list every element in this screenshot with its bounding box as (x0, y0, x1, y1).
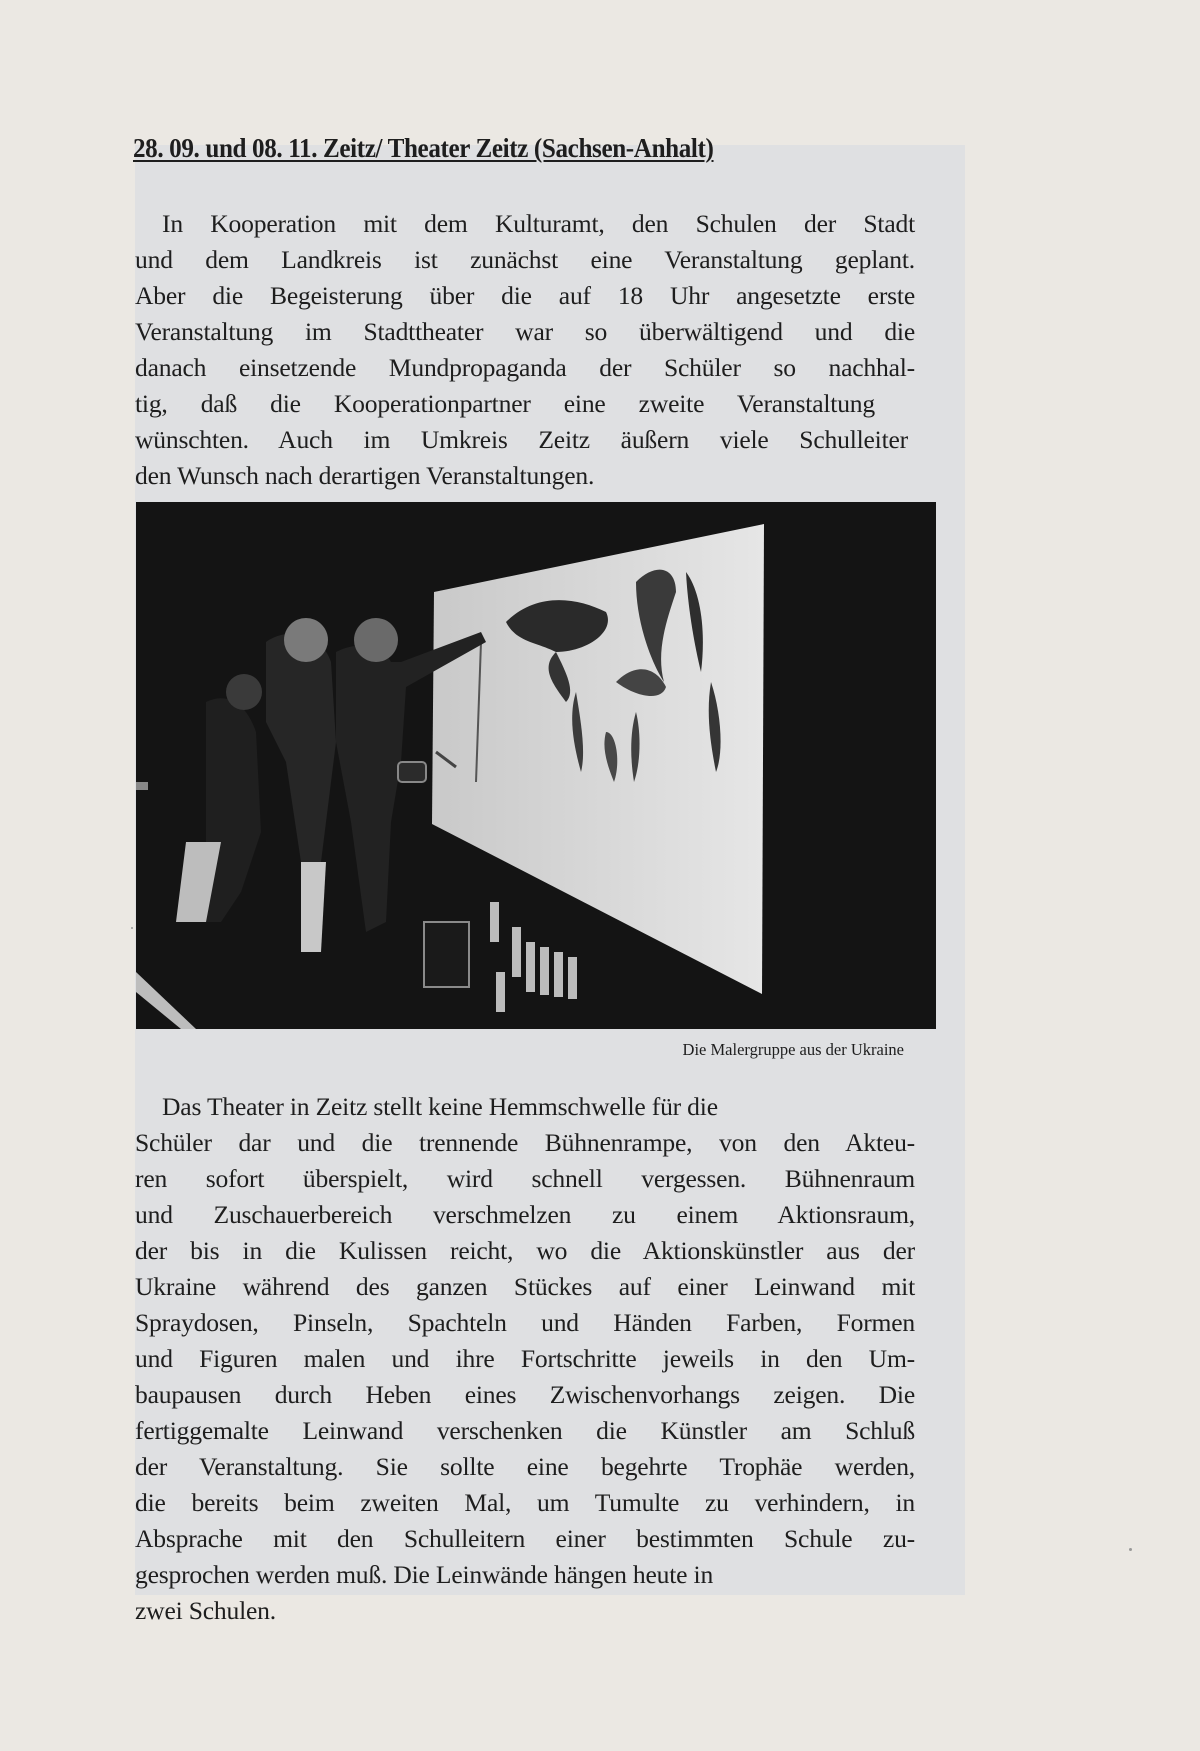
text-line: danach einsetzende Mundpropaganda der Schüler so nachhal- (135, 353, 915, 382)
text-line: Aber die Begeisterung über die auf 18 Uhr angesetzte erste (135, 281, 915, 310)
text-line: wünschten. Auch im Umkreis Zeitz äußern viele Schulleiter (135, 425, 908, 454)
text-line: gesprochen werden muß. Die Leinwände hängen heute in (135, 1560, 714, 1589)
text-line: der bis in die Kulissen reicht, wo die Aktionskünstler aus der (135, 1236, 915, 1265)
scan-speck (131, 927, 133, 929)
paragraph-1 (135, 206, 915, 494)
text-line: fertiggemalte Leinwand verschenken die Künstler am Schluß (135, 1416, 915, 1445)
text-line: baupausen durch Heben eines Zwischenvorhangs zeigen. Die (135, 1380, 915, 1409)
text-line: In Kooperation mit dem Kulturamt, den Schulen der Stadt (162, 209, 915, 238)
photo-caption: Die Malergruppe aus der Ukraine (682, 1040, 904, 1059)
text-line: der Veranstaltung. Sie sollte eine begehrte Trophäe werden, (135, 1452, 915, 1481)
text-line: zwei Schulen. (135, 1596, 276, 1625)
text-line: Das Theater in Zeitz stellt keine Hemmschwelle für die (162, 1092, 718, 1121)
text-line: den Wunsch nach derartigen Veranstaltungen. (135, 461, 595, 490)
text-line: Spraydosen, Pinseln, Spachteln und Händen Farben, Formen (135, 1308, 915, 1337)
text-line: und Zuschauerbereich verschmelzen zu einem Aktionsraum, (135, 1200, 915, 1229)
paragraph-2 (135, 1089, 915, 1629)
text-line: tig, daß die Kooperationpartner eine zweite Veranstaltung (135, 389, 875, 418)
page-heading: 28. 09. und 08. 11. Zeitz/ Theater Zeitz (Sachsen-Anhalt) (133, 133, 714, 163)
text-line: und dem Landkreis ist zunächst eine Veranstaltung geplant. (135, 245, 915, 274)
text-line: ren sofort überspielt, wird schnell vergessen. Bühnenraum (135, 1164, 915, 1193)
text-line: Absprache mit den Schulleitern einer bestimmten Schule zu- (135, 1524, 915, 1553)
photo-illustration (136, 502, 936, 1029)
text-line: Veranstaltung im Stadttheater war so überwältigend und die (135, 317, 915, 346)
text-line: und Figuren malen und ihre Fortschritte jeweils in den Um- (135, 1344, 915, 1373)
text-line: Ukraine während des ganzen Stückes auf einer Leinwand mit (135, 1272, 915, 1301)
text-line: die bereits beim zweiten Mal, um Tumulte zu verhindern, in (135, 1488, 915, 1517)
painters-photo (136, 502, 936, 1029)
scan-speck (1129, 1548, 1132, 1551)
text-line: Schüler dar und die trennende Bühnenrampe, von den Akteu- (135, 1128, 915, 1157)
